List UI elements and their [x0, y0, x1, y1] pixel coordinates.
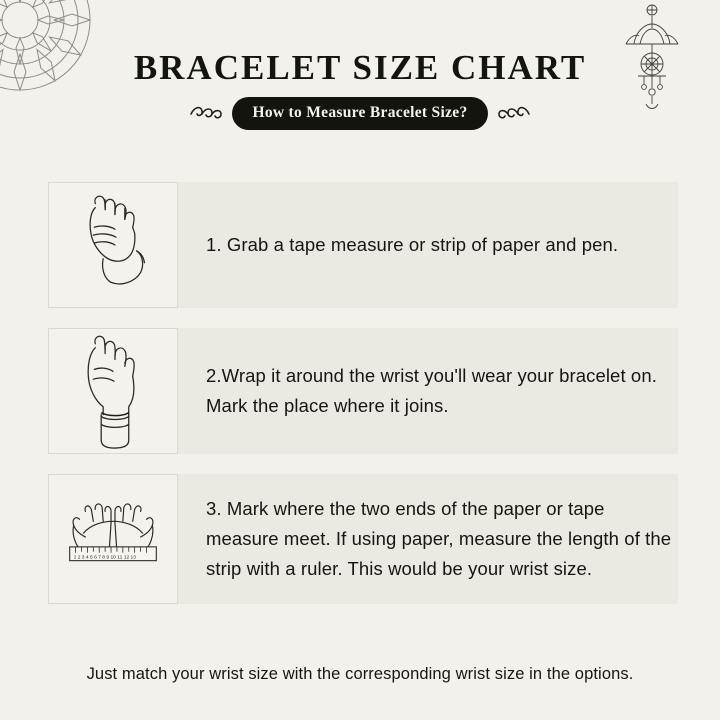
step-1-text — [178, 182, 720, 308]
steps-list — [0, 182, 720, 624]
svg-text:1 2 3 4 5 6 7 8 9 10 11 12 13: 1 2 3 4 5 6 7 8 9 10 11 12 13 — [73, 555, 137, 561]
document-header — [0, 46, 720, 130]
step-2-text — [178, 328, 720, 454]
step-2-image — [48, 328, 178, 454]
scroll-flourish-left-icon — [189, 103, 223, 125]
step-3-image — [48, 474, 178, 604]
footer-note: Just match your wrist size with the corresponding wrist size in the options. — [86, 665, 634, 683]
step-3-text — [178, 474, 720, 604]
step-2-label: 2.Wrap it around the wrist you'll wear your bracelet on. Mark the place where it joins. — [206, 365, 657, 416]
scroll-flourish-right-icon — [497, 103, 531, 125]
step-item — [0, 328, 720, 454]
page-title: BRACELET SIZE CHART — [133, 48, 587, 87]
subtitle-row — [0, 97, 720, 130]
subtitle-pill: How to Measure Bracelet Size? — [232, 97, 487, 130]
step-3-label: 3. Mark where the two ends of the paper or tape measure meet. If using paper, measure the length of the strip with a ruler. This would be your wrist size. — [206, 498, 672, 579]
step-item — [0, 474, 720, 604]
step-1-label: 1. Grab a tape measure or strip of paper and pen. — [206, 234, 619, 255]
step-1-image — [48, 182, 178, 308]
step-item — [0, 182, 720, 308]
